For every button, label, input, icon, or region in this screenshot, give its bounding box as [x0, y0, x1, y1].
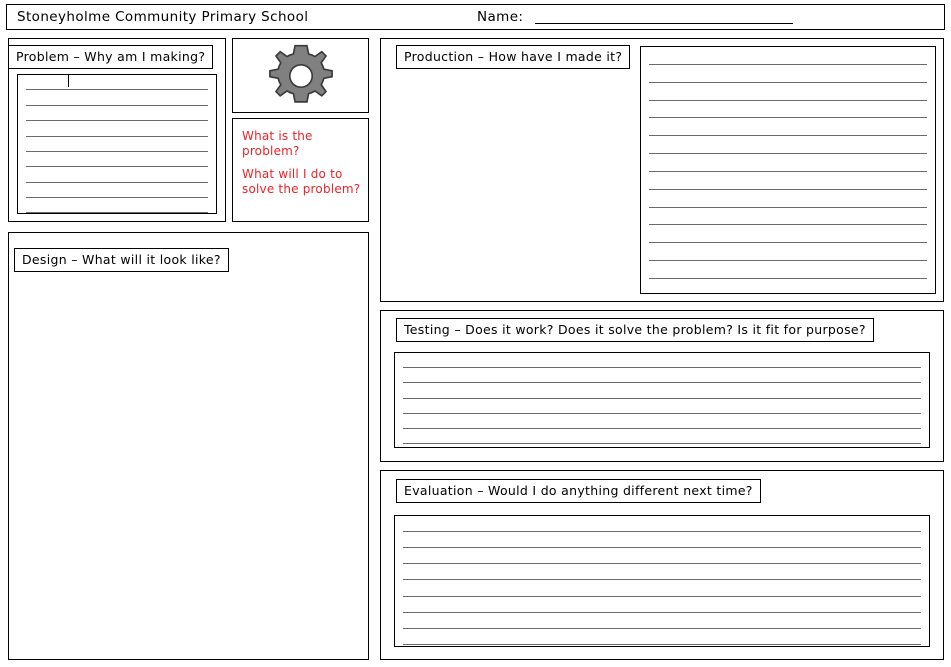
- design-panel[interactable]: [8, 232, 369, 660]
- rule-line: [649, 279, 927, 294]
- name-input-rule[interactable]: [535, 23, 793, 24]
- production-panel-title: Production – How have I made it?: [396, 45, 630, 69]
- rule-line: [649, 261, 927, 279]
- rule-line: [403, 564, 921, 580]
- evaluation-panel-title: Evaluation – Would I do anything different next time?: [396, 479, 761, 503]
- rule-line: [403, 429, 921, 444]
- rule-line: [26, 121, 208, 136]
- rule-line: [26, 152, 208, 167]
- prompt-notes-panel: [232, 118, 369, 222]
- rule-line: [403, 629, 921, 645]
- prompt-note-1: What is the problem?: [242, 129, 313, 158]
- page-header: [6, 4, 945, 30]
- rule-line: [403, 399, 921, 414]
- problem-writing-area[interactable]: [17, 74, 217, 214]
- rule-line: [649, 118, 927, 136]
- gear-image-panel: [232, 38, 369, 113]
- rule-line: [649, 172, 927, 190]
- rule-line: [403, 383, 921, 398]
- testing-panel-title: Testing – Does it work? Does it solve the problem? Is it fit for purpose?: [396, 318, 874, 342]
- rule-line: [649, 47, 927, 65]
- rule-line: [649, 190, 927, 208]
- rule-line: [649, 208, 927, 226]
- rule-line: [649, 136, 927, 154]
- rule-line: [26, 90, 208, 105]
- rule-line: [26, 75, 208, 90]
- rule-line: [649, 101, 927, 119]
- production-writing-area[interactable]: [640, 46, 936, 294]
- rule-line: [403, 516, 921, 532]
- rule-line: [403, 414, 921, 429]
- rule-line: [26, 198, 208, 213]
- testing-writing-area[interactable]: [394, 352, 930, 448]
- rule-line: [26, 183, 208, 198]
- rule-line: [649, 225, 927, 243]
- rule-line: [26, 167, 208, 182]
- design-panel-title: Design – What will it look like?: [14, 248, 229, 272]
- rule-line: [403, 580, 921, 596]
- rule-line: [649, 83, 927, 101]
- pen-tick-mark: [68, 74, 69, 87]
- rule-line: [403, 353, 921, 368]
- rule-line: [403, 368, 921, 383]
- rule-line: [403, 597, 921, 613]
- problem-panel-title: Problem – Why am I making?: [8, 45, 213, 69]
- rule-line: [649, 65, 927, 83]
- evaluation-writing-area[interactable]: [394, 515, 930, 647]
- school-name: Stoneyholme Community Primary School: [17, 9, 309, 25]
- prompt-note-2: What will I do to solve the problem?: [242, 167, 361, 196]
- gear-icon: [233, 39, 368, 112]
- rule-line: [649, 243, 927, 261]
- name-label: Name:: [477, 9, 524, 25]
- rule-line: [403, 548, 921, 564]
- rule-line: [403, 613, 921, 629]
- rule-line: [26, 137, 208, 152]
- rule-line: [26, 106, 208, 121]
- rule-line: [649, 154, 927, 172]
- rule-line: [403, 532, 921, 548]
